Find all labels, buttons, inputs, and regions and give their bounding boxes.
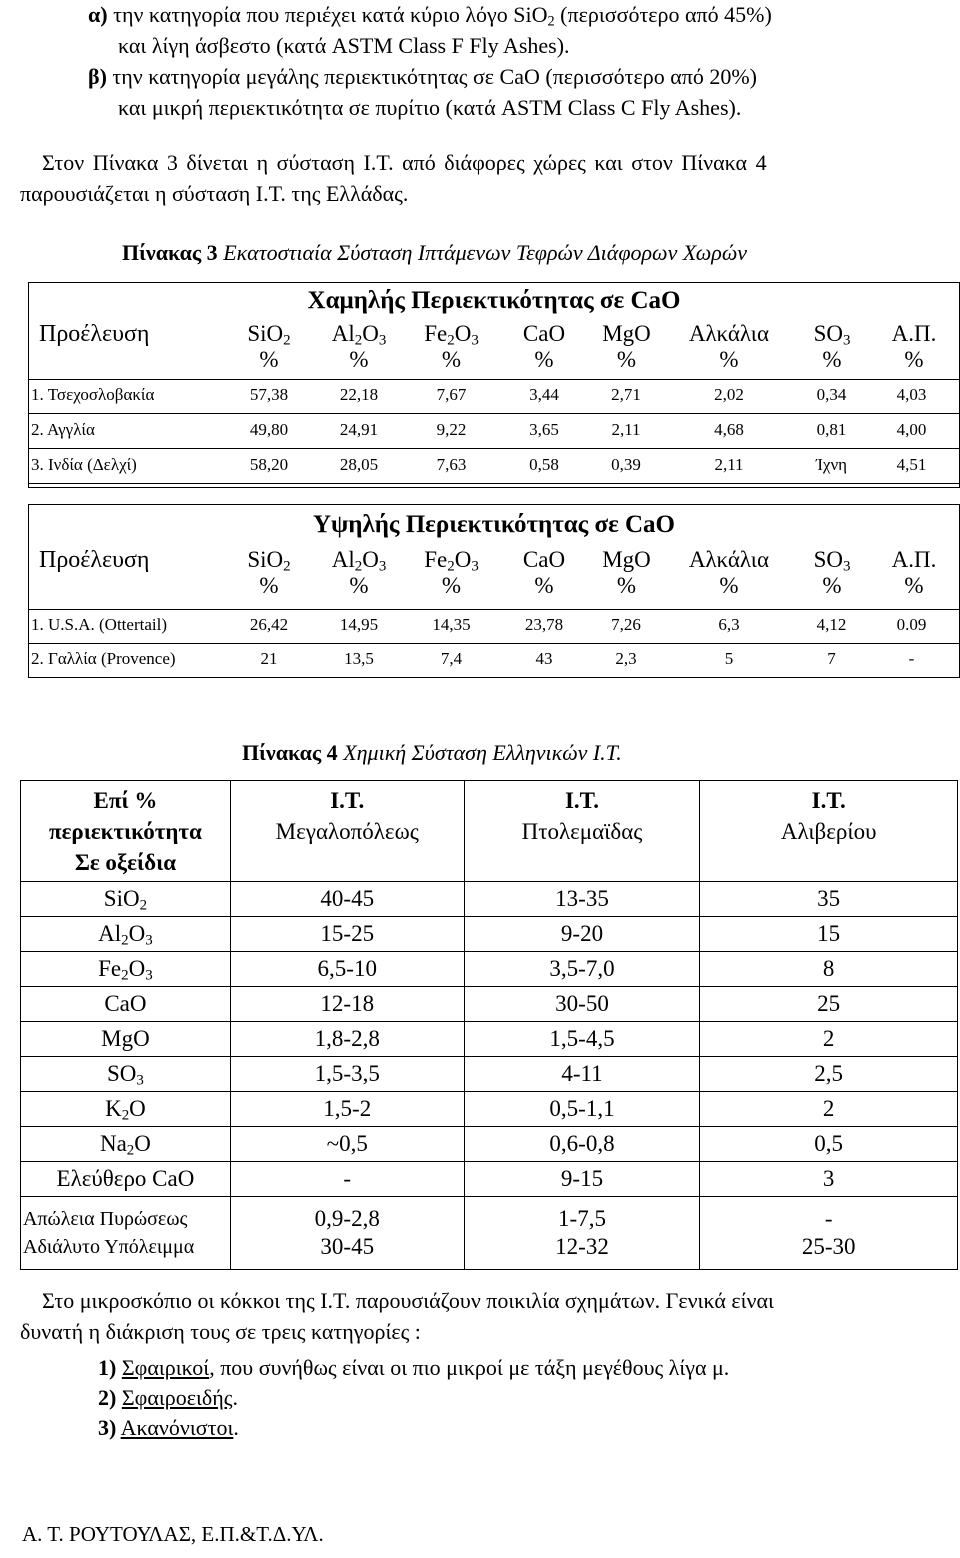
loss-insoluble-label: Απώλεια Πυρώσεως Αδιάλυτο Υπόλειμμα (21, 1197, 231, 1270)
oxide-label: CaO (21, 987, 231, 1022)
table3-high-cao: Υψηλής Περιεκτικότητας σε CaO Προέλευση SiO$_2$ % $Al_2O_3$ % $Fe_2O_3$ % CaO % MgO % Αλκάλια % $SO_3$ % Α.Π. % 1. U.S.A. (Ottertail) 26,42 14,95 14,35 23,78 7,26 6,3 4,12 0.09 2. Γαλλία (Provence) 21 13,5 7,4 43 2,3 5 7 - (28, 504, 960, 678)
intro-paragraph-line2: παρουσιάζεται η σύσταση Ι.Τ. της Ελλάδας. (20, 181, 409, 206)
header-so3: $SO_3$ % (813, 547, 851, 598)
table4-header-oxides: Επί % περιεκτικότητα Σε οξείδια (21, 781, 231, 882)
low-cao-title: Χαμηλής Περιεκτικότητας σε CaO (307, 287, 681, 314)
oxide-label: $SO_3$ (21, 1057, 231, 1092)
intro-item-b: β) την κατηγορία μεγάλης περιεκτικότητας σε CaO (περισσότερο από 20%) (88, 64, 758, 89)
table4 (20, 780, 958, 1270)
table-row: $Na_2O$ ~0,5 0,6-0,8 0,5 (21, 1127, 958, 1162)
table-row: MgO 1,8-2,8 1,5-4,5 2 (21, 1022, 958, 1057)
header-loi: Α.Π. % (891, 321, 937, 372)
table4-caption: Πίνακας 4 Χημική Σύσταση Ελληνικών Ι.Τ. (242, 740, 622, 765)
header-mgo: MgO % (602, 547, 651, 598)
header-cao: CaO % (522, 321, 566, 372)
header-fe2o3: $Fe_2O_3$ % (424, 547, 479, 598)
header-al2o3: $Al_2O_3$ % (331, 321, 387, 372)
table-row: Απώλεια Πυρώσεως Αδιάλυτο Υπόλειμμα 0,9-2,8 30-45 1-7,5 12-32 - 25-30 (21, 1197, 958, 1270)
table-row: $Fe_2O_3$ 6,5-10 3,5-7,0 8 (21, 952, 958, 987)
table-row: Ελεύθερο CaO - 9-15 3 (21, 1162, 958, 1197)
intro-paragraph-line1: Στον Πίνακα 3 δίνεται η σύσταση Ι.Τ. από διάφορες χώρες και στον Πίνακα 4 (42, 150, 767, 175)
oxide-label: MgO (21, 1022, 231, 1057)
footer-author: Α. Τ. ΡΟΥΤΟΥΛΑΣ, Ε.Π.&Τ.Δ.ΥΛ. (22, 1522, 324, 1546)
header-al2o3: $Al_2O_3$ % (331, 547, 387, 598)
table-row: $K_2O$ 1,5-2 0,5-1,1 2 (21, 1092, 958, 1127)
header-so3: $SO_3$ % (813, 321, 851, 372)
high-cao-title: Υψηλής Περιεκτικότητας σε CaO (313, 511, 675, 538)
list-item: 3) Ακανόνιστοι. (98, 1415, 239, 1440)
oxide-label: Ελεύθερο CaO (21, 1162, 231, 1197)
list-item: 1) Σφαιρικοί, που συνήθως είναι οι πιο μικροί με τάξη μεγέθους λίγα μ. (98, 1355, 730, 1380)
table4-header-aliveri: Ι.Τ. Αλιβερίου (700, 781, 958, 882)
intro-item-a-line2: και λίγη άσβεστο (κατά ASTM Class F Fly Ashes). (118, 33, 570, 58)
header-sio2: SiO$_2$ % (247, 547, 291, 598)
header-fe2o3: $Fe_2O_3$ % (424, 321, 479, 372)
table3-low-cao: Χαμηλής Περιεκτικότητας σε CaO Προέλευση SiO$_2$ % $Al_2O_3$ % $Fe_2O_3$ % CaO % MgO % Αλκάλια % $SO_3$ % Α.Π. % 1. Τσεχοσλοβακία 57,38 22,18 7,67 3,44 2,71 2,02 0,34 4,03 2. Αγγλία 49,80 24,91 9,22 3,65 2,11 4,68 0,81 4,00 3. Ινδία (Δελχί) 58,20 28,05 7,63 0,58 0,39 2,11 Ίχνη 4,51 (28, 282, 960, 488)
oxide-label: $Al_2O_3$ (21, 917, 231, 952)
table-row: $SO_3$ 1,5-3,5 4-11 2,5 (21, 1057, 958, 1092)
header-loi: Α.Π. % (891, 547, 937, 598)
table4-header-ptolemaida: Ι.Τ. Πτολεμαϊδας (464, 781, 700, 882)
intro-item-a: α) την κατηγορία που περιέχει κατά κύριο λόγο SiO$_2$ (περισσότερο από 45%) (88, 2, 772, 30)
list-item: 2) Σφαιροειδής. (98, 1385, 238, 1410)
table-row: SiO$_2$ 40-45 13-35 35 (21, 882, 958, 917)
header-alkali: Αλκάλια % (688, 547, 770, 598)
header-mgo: MgO % (602, 321, 651, 372)
oxide-label: $Fe_2O_3$ (21, 952, 231, 987)
table4-header-megalopolis: Ι.Τ. Μεγαλοπόλεως (230, 781, 464, 882)
outro-line1: Στο μικροσκόπιο οι κόκκοι της Ι.Τ. παρουσιάζουν ποικιλία σχημάτων. Γενικά είναι (42, 1288, 774, 1313)
table3-caption: Πίνακας 3 Εκατοστιαία Σύσταση Ιπτάμενων Τεφρών Διάφορων Χωρών (122, 240, 747, 265)
table-row: $Al_2O_3$ 15-25 9-20 15 (21, 917, 958, 952)
table4-header-row (21, 781, 958, 882)
origin-header: Προέλευση (39, 321, 150, 347)
header-cao: CaO % (522, 547, 566, 598)
oxide-label: SiO$_2$ (21, 882, 231, 917)
oxide-label: $Na_2O$ (21, 1127, 231, 1162)
intro-item-b-line2: και μικρή περιεκτικότητα σε πυρίτιο (κατά ASTM Class C Fly Ashes). (118, 95, 742, 120)
header-alkali: Αλκάλια % (688, 321, 770, 372)
oxide-label: $K_2O$ (21, 1092, 231, 1127)
header-sio2: SiO$_2$ % (247, 321, 291, 372)
table-row: CaO 12-18 30-50 25 (21, 987, 958, 1022)
outro-line2: δυνατή η διάκριση τους σε τρεις κατηγορίες : (20, 1319, 421, 1344)
origin-header: Προέλευση (39, 547, 150, 573)
